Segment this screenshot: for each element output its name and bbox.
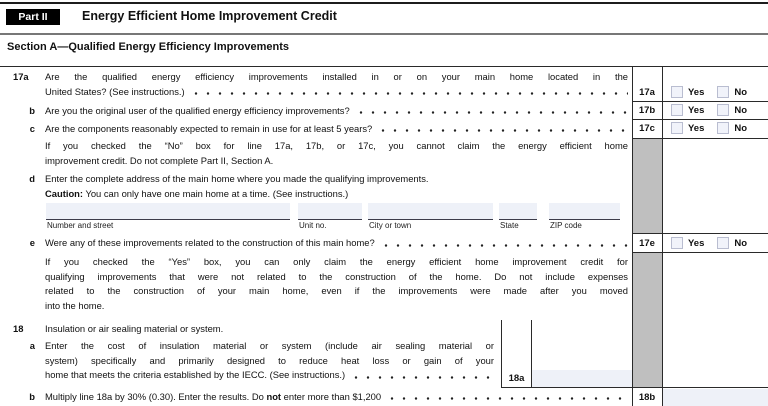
line-17d-number: d — [29, 173, 35, 184]
note17e-line3: related to the construction of your main home, even if the improvements were made after you moved — [45, 285, 628, 296]
no-label-17e: No — [734, 238, 748, 249]
dot-leader-17e — [380, 236, 628, 251]
city-or-town-input[interactable] — [368, 203, 493, 220]
line-18b-number: b — [29, 390, 35, 402]
caution-label: Caution: — [45, 187, 84, 199]
q18a-line3 — [45, 368, 494, 383]
part-label: Part II — [6, 9, 60, 25]
box-label-18a: 18a — [508, 373, 525, 384]
q17a-line2-text: United States? (See instructions.) — [45, 85, 185, 97]
q17e-question: Were any of these improvements related to the construction of this main home? — [45, 237, 375, 248]
q17b-text — [45, 104, 628, 119]
q18a-line1: Enter the cost of insulation material or system (include air sealing material or — [45, 340, 494, 351]
q18b-pre: Multiply line 18a by 30% (0.30). Enter the results. Do — [45, 390, 267, 402]
row-label-17b: 17b — [638, 105, 656, 116]
q18b-text — [45, 390, 628, 405]
caution-text: You can only have one main home at a time. (See instructions.) — [83, 187, 349, 199]
yes-label-17b: Yes — [688, 105, 705, 116]
header-divider — [0, 33, 768, 35]
q17e-text — [45, 236, 628, 251]
yes-checkbox-17b[interactable] — [671, 104, 683, 116]
row-label-17e: 17e — [639, 238, 655, 249]
unit-no-label: Unit no. — [299, 221, 327, 230]
no-checkbox-17e[interactable] — [717, 237, 729, 249]
top-divider — [0, 2, 768, 4]
line-17b-number: b — [29, 104, 35, 116]
row-label-17c: 17c — [639, 123, 655, 134]
answer-row-17a — [663, 67, 768, 101]
line-18-number: 18 — [13, 322, 24, 334]
form-title: Energy Efficient Home Improvement Credit — [82, 9, 337, 23]
q17d-text: Enter the complete address of the main home where you made the qualifying improvements. — [45, 173, 429, 184]
answer-row-17c — [663, 120, 768, 137]
row-label-18b: 18b — [638, 392, 656, 403]
yes-checkbox-17c[interactable] — [671, 122, 683, 134]
no-label-17b: No — [734, 105, 748, 116]
yes-label-17a: Yes — [688, 87, 705, 98]
q18a-line3-text: home that meets the criteria established by the IECC. (See instructions.) — [45, 369, 346, 380]
unit-no-input[interactable] — [298, 203, 362, 220]
line-17e-number: e — [29, 237, 35, 248]
amount-input-18b[interactable] — [663, 389, 768, 406]
yes-label-17c: Yes — [688, 123, 705, 134]
zip-code-input[interactable] — [549, 203, 620, 220]
dot-leader-17a — [190, 85, 628, 100]
q18a-line2: system) specifically and primarily designed to reduce heat loss or gain of your — [45, 354, 494, 366]
no-checkbox-17a[interactable] — [717, 86, 729, 98]
q18-text: Insulation or air sealing material or system. — [45, 322, 224, 334]
zip-code-label: ZIP code — [550, 221, 582, 230]
dot-leader-17c — [377, 122, 628, 137]
shaded-column-segment-2 — [633, 253, 662, 387]
shaded-column-segment-1 — [633, 139, 662, 233]
yes-label-17e: Yes — [688, 238, 705, 249]
no-label-17c: No — [734, 123, 748, 134]
no-checkbox-17c[interactable] — [717, 122, 729, 134]
dot-leader-18a — [350, 368, 494, 383]
number-and-street-label: Number and street — [47, 221, 114, 230]
state-label: State — [500, 221, 519, 230]
answer-row-17b — [663, 102, 768, 119]
yes-checkbox-17e[interactable] — [671, 237, 683, 249]
q18b-bold: not — [266, 390, 282, 402]
note17-line1: If you checked the “No” box for line 17a, 17b, or 17c, you cannot claim the energy efficient home — [45, 140, 628, 151]
line-18a-number: a — [29, 340, 35, 351]
dot-leader-18b — [386, 390, 628, 405]
dot-leader-17b — [355, 104, 628, 119]
note17e-line4: into the home. — [45, 299, 105, 311]
q17c-text — [45, 122, 628, 137]
number-and-street-input[interactable] — [46, 203, 290, 220]
q17a-text-line2 — [45, 85, 628, 100]
amount-input-18a[interactable] — [532, 370, 632, 387]
answer-row-17e — [663, 234, 768, 252]
state-input[interactable] — [499, 203, 537, 220]
no-checkbox-17b[interactable] — [717, 104, 729, 116]
line-17a-number: 17a — [13, 71, 29, 82]
q18b-post: enter more than $1,200 — [281, 390, 382, 402]
note17-line2: improvement credit. Do not complete Part II, Section A. — [45, 154, 274, 166]
q17d-caution — [45, 187, 628, 202]
q17c-question: Are the components reasonably expected to remain in use for at least 5 years? — [45, 122, 373, 134]
note17e-line2: qualifying improvements that were not related to the construction of the home. Do not include expenses — [45, 270, 628, 282]
no-label-17a: No — [734, 87, 748, 98]
note17e-line1: If you checked the “Yes” box, you can only claim the energy efficient home improvement credit for — [45, 256, 628, 267]
q17a-text-line1: Are the qualified energy efficiency improvements installed in or on your main home located in the — [45, 71, 628, 82]
section-a-heading: Section A—Qualified Energy Efficiency Improvements — [7, 41, 289, 53]
q17b-question: Are you the original user of the qualified energy efficiency improvements? — [45, 104, 350, 116]
row-label-17a: 17a — [639, 87, 655, 98]
yes-checkbox-17a[interactable] — [671, 86, 683, 98]
city-or-town-label: City or town — [369, 221, 412, 230]
line-17c-number: c — [29, 122, 35, 134]
